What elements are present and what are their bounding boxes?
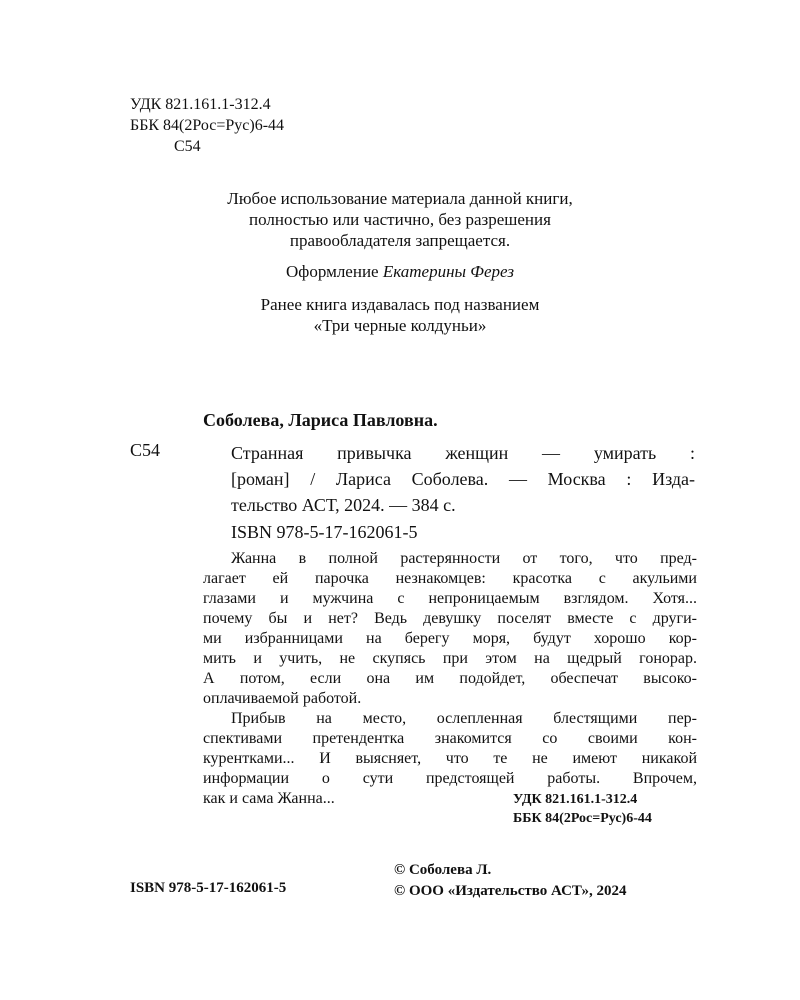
annotation-line: Жанна в полной растерянности от того, что пред- (231, 550, 697, 567)
annotation-line: лагает ей парочка незнакомцев: красотка с акульими (203, 570, 697, 587)
classification-block (130, 94, 284, 157)
bibliographic-code: С54 (130, 440, 161, 460)
design-credit (0, 262, 800, 282)
bibliographic-description (231, 440, 695, 518)
isbn: ISBN 978-5-17-162061-5 (231, 522, 418, 542)
annotation-line: спективами претендентка знакомится со своими кон- (203, 730, 697, 747)
copyright-author: © Соболева Л. (394, 862, 492, 878)
annotation-line: информации о сути предстоящей работы. Впрочем, (203, 770, 697, 787)
biblio-line: [роман] / Лариса Соболева. — Москва : Изда- (231, 469, 695, 489)
annotation (203, 549, 697, 809)
copyright-block (394, 860, 627, 902)
previous-title-note (0, 294, 800, 336)
annotation-line: ми избранницами на берегу моря, будут хорошо кор- (203, 630, 697, 647)
bottom-classification (513, 790, 652, 828)
annotation-line: почему бы и нет? Ведь девушку поселят вместе с други- (203, 610, 697, 627)
annotation-line: как и сама Жанна... (203, 790, 335, 807)
bbk-code: ББК 84(2Рос=Рус)6-44 (130, 117, 285, 134)
annotation-line: Прибыв на место, ослепленная блестящими пер- (231, 710, 697, 727)
udk-code: УДК 821.161.1-312.4 (130, 96, 271, 113)
bottom-udk: УДК 821.161.1-312.4 (513, 792, 638, 807)
notice-line: правообладателя запрещается. (289, 231, 511, 250)
annotation-line: оплачиваемой работой. (203, 690, 362, 707)
previous-title-line: «Три черные колдуньи» (313, 316, 487, 335)
biblio-line: Странная привычка женщин — умирать : (231, 443, 695, 463)
notice-line: полностью или частично, без разрешения (249, 210, 551, 229)
author-sign: С54 (174, 138, 201, 155)
bottom-bbk: ББК 84(2Рос=Рус)6-44 (513, 811, 652, 826)
annotation-line: глазами и мужчина с непроницаемым взглядом. Хотя... (203, 590, 697, 607)
notice-line: Любое использование материала данной книги, (227, 189, 573, 208)
annotation-line: мить и учить, не скупясь при этом на щедрый гонорар. (203, 650, 697, 667)
annotation-line: А потом, если она им подойдет, обеспечат высоко- (203, 670, 697, 687)
biblio-line: тельство АСТ, 2024. — 384 с. (231, 495, 456, 515)
bottom-isbn: ISBN 978-5-17-162061-5 (130, 880, 287, 896)
copyright-publisher: © ООО «Издательство АСТ», 2024 (394, 883, 627, 899)
copyright-notice (0, 188, 800, 251)
previous-title-line: Ранее книга издавалась под названием (260, 295, 540, 314)
design-label: Оформление (286, 262, 379, 281)
designer-name: Екатерины Ферез (382, 262, 514, 281)
author-heading: Соболева, Лариса Павловна. (203, 410, 438, 430)
annotation-line: курентками... И выясняет, что те не имеют никакой (203, 750, 697, 767)
